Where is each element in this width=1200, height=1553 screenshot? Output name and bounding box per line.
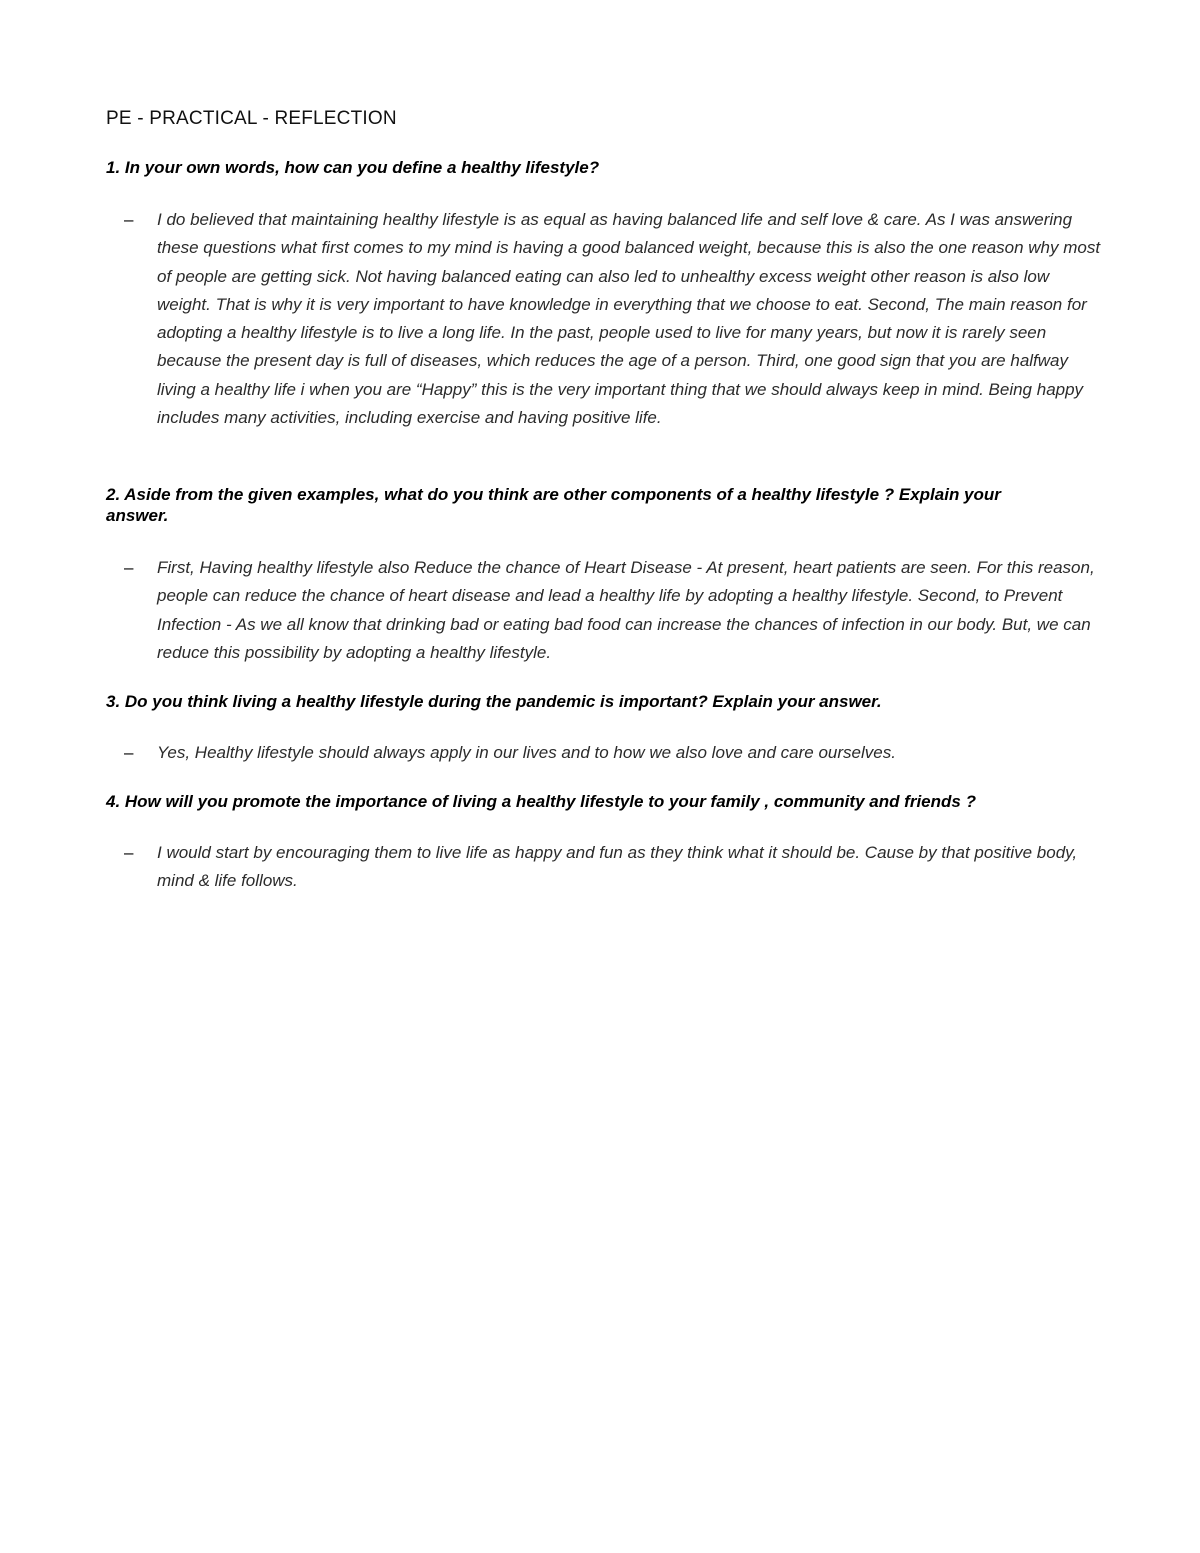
answer-2 xyxy=(124,554,1104,667)
question-3: 3. Do you think living a healthy lifestyle during the pandemic is important? Explain your answer. xyxy=(106,692,882,711)
question-2: 2. Aside from the given examples, what do you think are other components of a healthy lifestyle ? Explain your answer. xyxy=(106,485,1001,525)
document-title: PE - PRACTICAL - REFLECTION xyxy=(106,108,397,129)
dash-bullet-icon: – xyxy=(124,743,134,762)
dash-bullet-icon: – xyxy=(124,558,134,577)
answer-3 xyxy=(124,739,1104,767)
answer-1 xyxy=(124,206,1104,432)
answer-1-text: I do believed that maintaining healthy lifestyle is as equal as having balanced life and self love & care. As I was answering these questions what first comes to my mind is having a good balanced weight, because this is also the one reason why most of people are getting sick. Not having balanced eating can also led to unhealthy excess weight other reason is also low weight. That is why it is very important to have knowledge in everything that we choose to eat. Second, The main reason for adopting a healthy lifestyle is to live a long life. In the past, people used to live for many years, but now it is rarely seen because the present day is full of diseases, which reduces the age of a person. Third, one good sign that you are halfway living a healthy life i when you are “Happy” this is the very important thing that we should always keep in mind. Being happy includes many activities, including exercise and having positive life. xyxy=(157,210,1101,428)
dash-bullet-icon: – xyxy=(124,210,134,229)
question-4: 4. How will you promote the importance of living a healthy lifestyle to your family , community and friends ? xyxy=(106,792,976,811)
answer-4-text: I would start by encouraging them to live life as happy and fun as they think what it should be. Cause by that positive body, mind & life follows. xyxy=(157,843,1078,891)
answer-2-text: First, Having healthy lifestyle also Reduce the chance of Heart Disease - At present, heart patients are seen. For this reason, people can reduce the chance of heart disease and lead a healthy life by adopting a healthy lifestyle. Second, to Prevent Infection - As we all know that drinking bad or eating bad food can increase the chances of infection in our body. But, we can reduce this possibility by adopting a healthy lifestyle. xyxy=(157,558,1095,662)
answer-3-text: Yes, Healthy lifestyle should always apply in our lives and to how we also love and care ourselves. xyxy=(157,743,896,762)
answer-4 xyxy=(124,839,1104,896)
question-1: 1. In your own words, how can you define a healthy lifestyle? xyxy=(106,158,600,177)
dash-bullet-icon: – xyxy=(124,843,134,862)
